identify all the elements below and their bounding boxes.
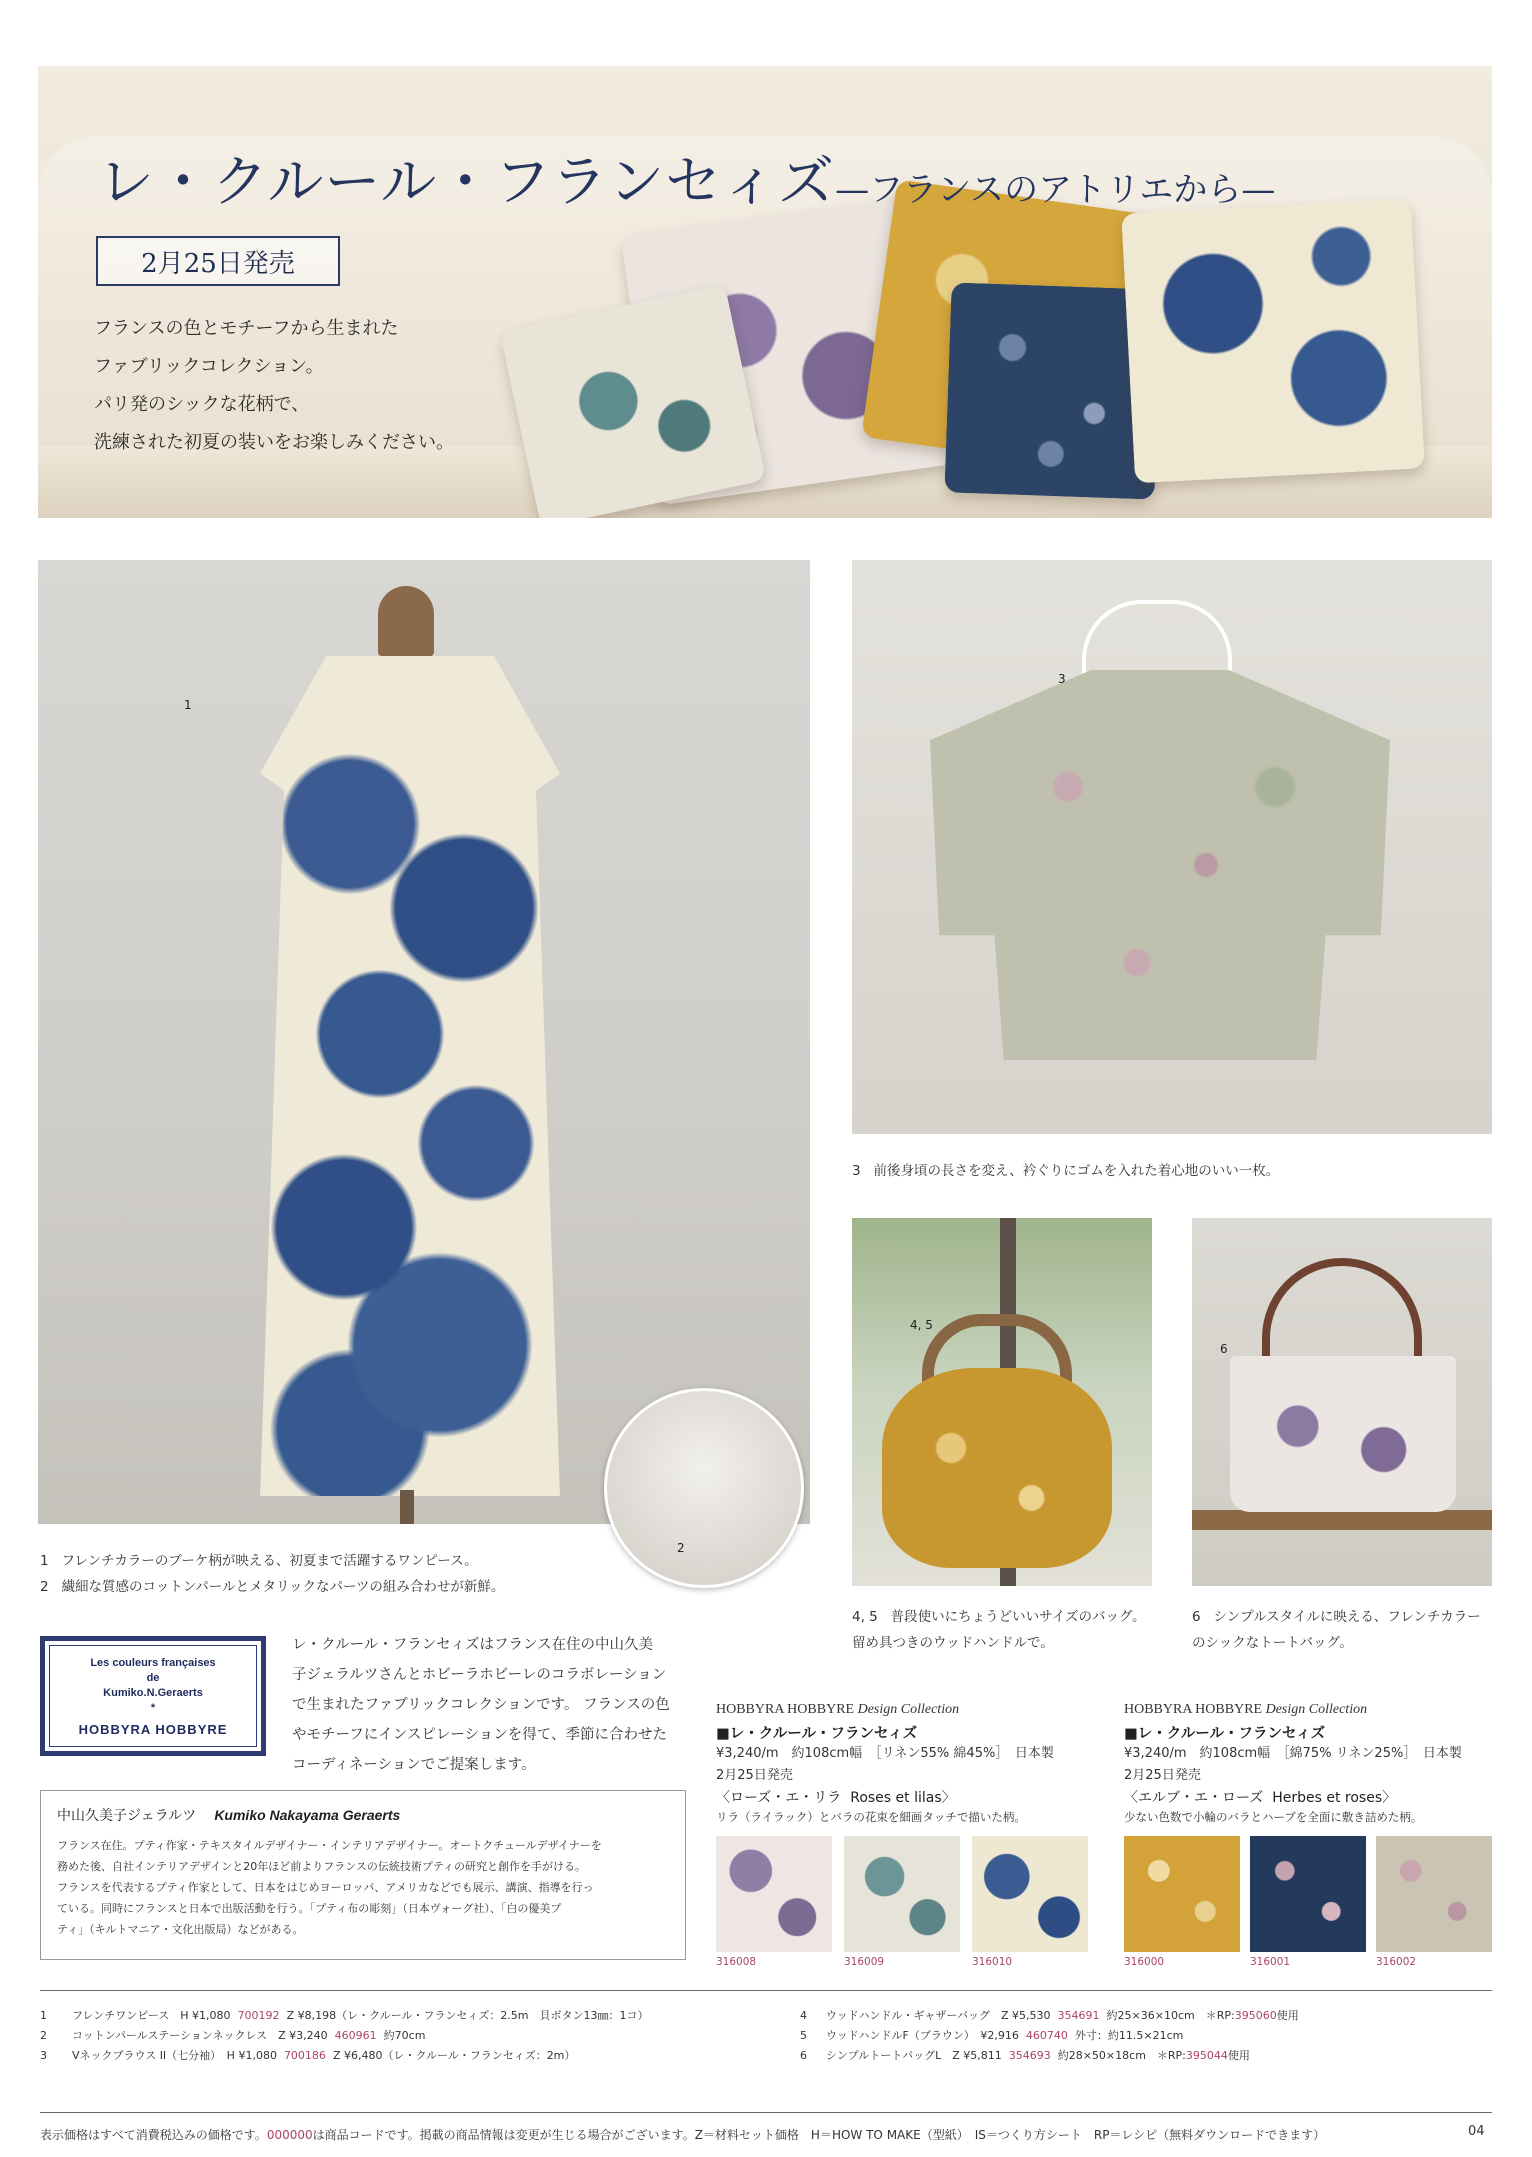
hero-description: [94, 310, 514, 462]
fabric-swatch: [1376, 1836, 1492, 1952]
tote-bag-photo: [1192, 1218, 1492, 1586]
logo-brand: HOBBYRA HOBBYRE: [78, 1721, 228, 1737]
hero-line: フランスの色とモチーフから生まれた: [94, 318, 399, 339]
caption-line: [1192, 1604, 1481, 1630]
necklace-photo: [604, 1388, 804, 1588]
footer-note: [40, 2126, 1325, 2143]
intro-line: レ・クルール・フランセィズはフランス在住の中山久美: [292, 1637, 654, 1653]
recipe-code: 395044: [1185, 2049, 1228, 2062]
product-number: 1: [40, 2009, 47, 2022]
swatch-code: 316000: [1124, 1956, 1165, 1968]
caption-text: 繊細な質感のコットンパールとメタリックなパーツの組み合わせが新鮮。: [61, 1579, 505, 1595]
product-number: 4: [800, 2009, 807, 2022]
profile-line: ている。同時にフランスと日本で出版活動を行う。「プティ布の彫刻」（日本ヴォーグ社）、「白の優美プ: [57, 1902, 562, 1915]
fabric-name-en: Herbes et roses〉: [1272, 1790, 1397, 1806]
caption-text: シンプルスタイルに映える、フレンチカラー: [1213, 1609, 1481, 1625]
logo-star: *: [150, 1701, 156, 1714]
photo-number: 6: [1220, 1342, 1228, 1356]
product-list-right: [800, 2006, 1299, 2066]
title-main: レ・クルール・フランセィズ: [98, 150, 836, 215]
caption-number: 2: [40, 1579, 49, 1595]
footer-note-a: 表示価格はすべて消費税込みの価格です。: [40, 2128, 267, 2142]
blouse-image: [930, 670, 1390, 1060]
product-detail: 約25×36×10cm ＊RP:: [1106, 2009, 1235, 2022]
photo-number: 4, 5: [910, 1318, 933, 1332]
caption-1: [40, 1548, 504, 1574]
fabric-name-jp: 〈ローズ・エ・リラ: [716, 1790, 842, 1806]
footer-code-sample: 000000: [266, 2128, 313, 2142]
product-detail: 約28×50×18cm ＊RP:: [1057, 2049, 1186, 2062]
product-code: 700186: [283, 2049, 326, 2062]
swatch-code: 316009: [844, 1956, 885, 1968]
product-detail: 約70cm: [383, 2029, 426, 2042]
profile-line: ティ」（キルトマニア・文化出版局）などがある。: [57, 1923, 304, 1936]
product-code: 460740: [1025, 2029, 1068, 2042]
brand-name: HOBBYRA HOBBYRE: [1124, 1702, 1263, 1717]
fabric-name-en: Roses et lilas〉: [850, 1790, 956, 1806]
page-number: 04: [1468, 2124, 1485, 2139]
product-number: 5: [800, 2029, 807, 2042]
caption-number: 6: [1192, 1609, 1201, 1625]
product-text: ウッドハンドル・ギャザーバッグ Z ¥5,530: [826, 2009, 1051, 2022]
caption-1-2: [40, 1548, 504, 1600]
product-detail-end: 使用: [1227, 2049, 1250, 2062]
logo-line: Kumiko.N.Geraerts: [103, 1686, 203, 1699]
product-row: [40, 2006, 649, 2026]
swatch-code: 316001: [1250, 1956, 1291, 1968]
brand-sub: Design Collection: [857, 1702, 960, 1717]
photo-number: 1: [184, 698, 192, 712]
product-code: 700192: [237, 2009, 280, 2022]
divider: [40, 1990, 1492, 1991]
caption-number: 1: [40, 1553, 49, 1569]
hero-banner: [38, 66, 1492, 518]
product-code: 460961: [334, 2029, 377, 2042]
hero-line: 洗練された初夏の装いをお楽しみください。: [94, 432, 454, 453]
fabric-swatch: [1250, 1836, 1366, 1952]
profile-body: [57, 1835, 669, 1940]
release-badge: 2月25日発売: [96, 236, 340, 286]
gather-bag-photo: [852, 1218, 1152, 1586]
fabric-name: [716, 1787, 1096, 1807]
caption-text: 前後身頃の長さを変え、衿ぐりにゴムを入れた着心地のいい一枚。: [873, 1163, 1280, 1179]
collection-brand: [1124, 1702, 1494, 1718]
shelf-image: [1192, 1510, 1492, 1530]
product-row: [800, 2046, 1299, 2066]
caption-2: [40, 1574, 504, 1600]
profile-name-en: Kumiko Nakayama Geraerts: [214, 1807, 401, 1823]
mannequin-stand: [400, 1490, 414, 1524]
profile-line: フランスを代表するプティ作家として、日本をはじめヨーロッパ、アメリカなどでも展示、講演、指導を行っ: [57, 1881, 594, 1894]
blouse-photo: [852, 560, 1492, 1134]
recipe-code: 395060: [1234, 2009, 1277, 2022]
intro-line: 子ジェラルツさんとホビーラホビーレのコラボレーション: [292, 1667, 667, 1683]
dress-photo: [38, 560, 810, 1524]
logo-line: Les couleurs françaises: [90, 1656, 216, 1669]
caption-line: [852, 1604, 1146, 1630]
product-detail: Z ¥8,198（レ・クルール・フランセィズ：2.5m 貝ボタン13㎜：1コ）: [286, 2009, 649, 2022]
fabric-swatch: [972, 1836, 1088, 1952]
product-text: シンプルトートバッグL Z ¥5,811: [826, 2049, 1002, 2062]
caption-line: 留め具つきのウッドハンドルで。: [852, 1635, 1054, 1651]
logo-line: de: [146, 1671, 160, 1684]
caption-text: フレンチカラーのブーケ柄が映える、初夏まで活躍するワンピース。: [61, 1553, 478, 1569]
fabric-description: リラ（ライラック）とバラの花束を細画タッチで描いた柄。: [716, 1810, 1026, 1824]
caption-number: 3: [852, 1163, 861, 1179]
swatch-code: 316010: [972, 1956, 1013, 1968]
profile-line: 務めた後、自社インテリアデザインと20年ほど前よりフランスの伝統技術プティの研究と創作を手がける。: [57, 1860, 587, 1873]
product-text: ウッドハンドルF（ブラウン） ¥2,916: [826, 2029, 1019, 2042]
fabric-description: 少ない色数で小輪のバラとハーブを全面に敷き詰めた柄。: [1124, 1810, 1423, 1824]
profile-name-jp: 中山久美子ジェラルツ: [57, 1808, 197, 1824]
brand-name: HOBBYRA HOBBYRE: [716, 1702, 855, 1717]
fabric-swatch: [716, 1836, 832, 1952]
product-text: コットンパールステーションネックレス Z ¥3,240: [72, 2029, 328, 2042]
collection-roses-et-lilas: [716, 1702, 1096, 1825]
footer-note-b: は商品コードです。掲載の商品情報は変更が生じる場合がございます。Z＝材料セット価格 H＝HOW TO MAKE（型紙） IS＝つくり方シート RP＝レシピ（無料ダウンロードできます）: [312, 2128, 1326, 2142]
brand-sub: Design Collection: [1265, 1702, 1368, 1717]
fabric-name-jp: 〈エルブ・エ・ローズ: [1124, 1790, 1264, 1806]
logo-inner: [49, 1645, 257, 1747]
tote-bag-image: [1230, 1356, 1456, 1512]
caption-text: 普段使いにちょうどいいサイズのバッグ。: [890, 1609, 1146, 1625]
product-number: 2: [40, 2029, 47, 2042]
product-detail-end: 使用: [1276, 2009, 1299, 2022]
fabric-name: [1124, 1787, 1494, 1807]
caption-4-5: [852, 1604, 1146, 1656]
intro-text: [292, 1630, 678, 1780]
collection-logo: [40, 1636, 266, 1756]
caption-3: [852, 1158, 1279, 1184]
swatch-code: 316002: [1376, 1956, 1417, 1968]
collection-release: 2月25日発売: [716, 1768, 793, 1783]
product-text: Vネックブラウス II（七分袖） H ¥1,080: [72, 2049, 277, 2062]
product-row: [40, 2026, 649, 2046]
intro-line: コーディネーションでご提案します。: [292, 1757, 536, 1773]
product-row: [800, 2026, 1299, 2046]
intro-line: で生まれたファブリックコレクションです。 フランスの色: [292, 1697, 670, 1713]
caption-number: 4, 5: [852, 1609, 878, 1625]
fabric-swatch: [844, 1836, 960, 1952]
product-detail: 外寸：約11.5×21cm: [1074, 2029, 1184, 2042]
fabric-swatch: [1124, 1836, 1240, 1952]
product-text: フレンチワンピース H ¥1,080: [72, 2009, 231, 2022]
collection-spec: ¥3,240/m 約108cm幅 ［リネン55% 綿45%］ 日本製: [716, 1746, 1054, 1761]
profile-name: [57, 1805, 669, 1825]
product-row: [800, 2006, 1299, 2026]
mannequin-image: [378, 586, 434, 656]
product-row: [40, 2046, 649, 2066]
photo-number: 3: [1058, 672, 1066, 686]
dress-image: [260, 656, 560, 1496]
page-title: [98, 138, 1275, 218]
divider: [40, 2112, 1492, 2113]
pillow-blue: [1121, 199, 1425, 484]
profile-line: フランス在住。プティ作家・テキスタイルデザイナー・インテリアデザイナー。オートクチュールデザイナーを: [57, 1839, 602, 1852]
collection-spec: ¥3,240/m 約108cm幅 ［綿75% リネン25%］ 日本製: [1124, 1746, 1462, 1761]
collection-title: ■レ・クルール・フランセィズ: [1124, 1726, 1326, 1742]
product-number: 3: [40, 2049, 47, 2062]
photo-number: 2: [677, 1541, 685, 1555]
designer-profile: [40, 1790, 686, 1960]
caption-6: [1192, 1604, 1481, 1656]
product-number: 6: [800, 2049, 807, 2062]
collection-title: ■レ・クルール・フランセィズ: [716, 1726, 918, 1742]
hero-line: ファブリックコレクション。: [94, 356, 324, 377]
swatch-code: 316008: [716, 1956, 757, 1968]
gather-bag-image: [882, 1368, 1112, 1568]
product-code: 354691: [1057, 2009, 1100, 2022]
collection-herbes-et-roses: [1124, 1702, 1494, 1825]
hanger-image: [1082, 600, 1232, 680]
intro-line: やモチーフにインスピレーションを得て、季節に合わせた: [292, 1727, 667, 1743]
collection-brand: [716, 1702, 1096, 1718]
caption-line: のシックなトートバッグ。: [1192, 1635, 1353, 1651]
product-detail: Z ¥6,480（レ・クルール・フランセィズ：2m）: [332, 2049, 576, 2062]
collection-release: 2月25日発売: [1124, 1768, 1201, 1783]
title-subtitle: —フランスのアトリエから—: [835, 170, 1276, 210]
hero-line: パリ発のシックな花柄で、: [94, 394, 310, 415]
product-code: 354693: [1008, 2049, 1051, 2062]
product-list-left: [40, 2006, 649, 2066]
